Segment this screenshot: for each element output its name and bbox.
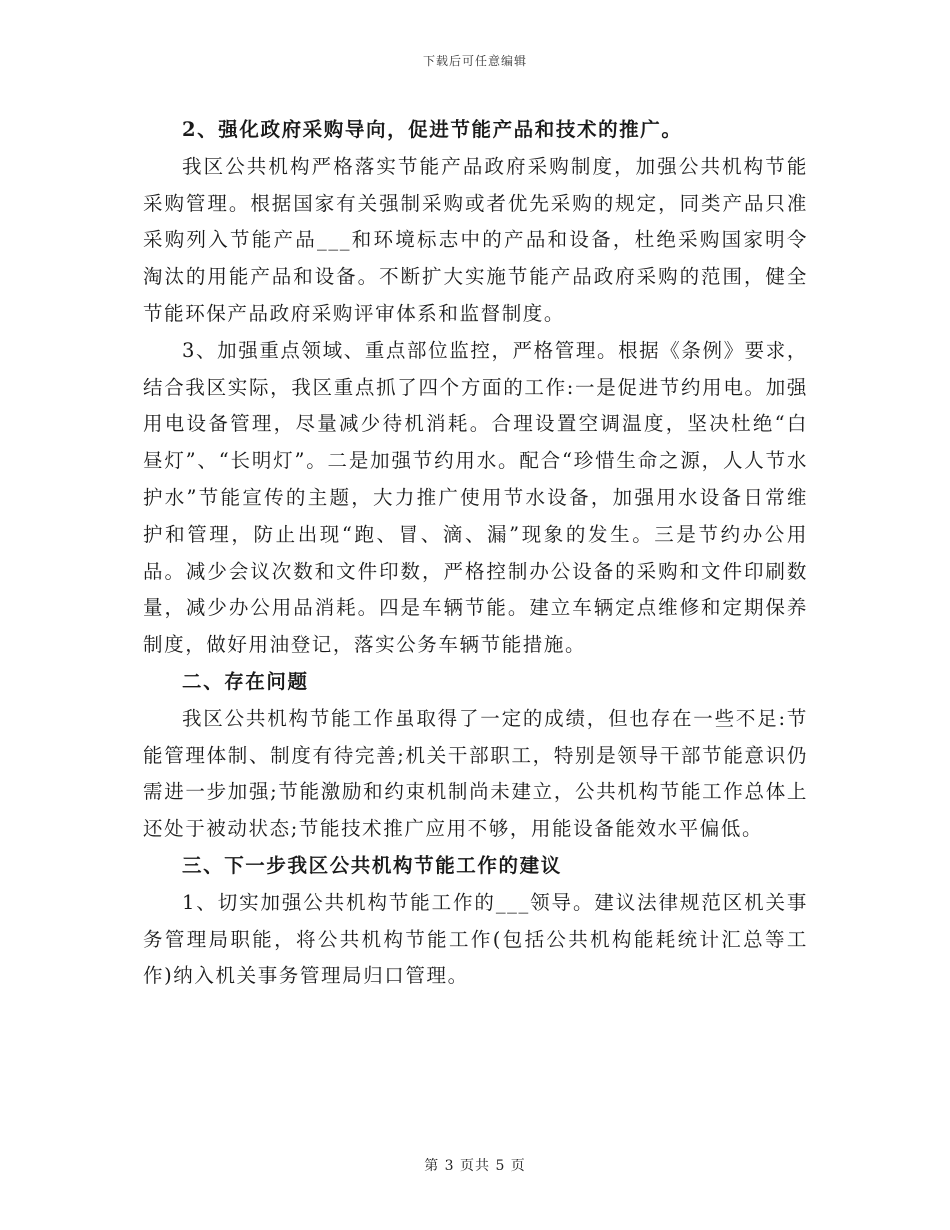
paragraph-suggestion-1: 1、切实加强公共机构节能工作的___领导。建议法律规范区机关事务管理局职能，将公共机构节能工作(包括公共机构能耗统计汇总等工作)纳入机关事务管理局归口管理。: [143, 890, 808, 988]
subsection-heading-2: 2、强化政府采购导向，促进节能产品和技术的推广。: [182, 118, 683, 141]
paragraph-problems: 我区公共机构节能工作虽取得了一定的成绩，但也存在一些不足:节能管理体制、制度有待完善;机关干部职工，特别是领导干部节能意识仍需进一步加强;节能激励和约束机制尚未建立，公共机构节能工作总体上还处于被动状态;节能技术推广应用不够，用能设备能效水平偏低。: [143, 706, 808, 841]
paragraph-procurement: 我区公共机构严格落实节能产品政府采购制度，加强公共机构节能采购管理。根据国家有关强制采购或者优先采购的规定，同类产品只准采购列入节能产品___和环境标志中的产品和设备，杜绝采购国家明令淘汰的用能产品和设备。不断扩大实施节能产品政府采购的范围，健全节能环保产品政府采购评审体系和监督制度。: [143, 154, 808, 325]
document-body: [143, 112, 808, 995]
page-number: 第 3 页共 5 页: [424, 1158, 526, 1174]
paragraph-key-areas: 3、加强重点领域、重点部位监控，严格管理。根据《条例》要求，结合我区实际，我区重点抓了四个方面的工作:一是促进节约用电。加强用电设备管理，尽量减少待机消耗。合理设置空调温度，坚决杜绝“白昼灯”、“长明灯”。二是加强节约用水。配合“珍惜生命之源，人人节水护水”节能宣传的主题，大力推广使用节水设备，加强用水设备日常维护和管理，防止出现“跑、冒、滴、漏”现象的发生。三是节约办公用品。减少会议次数和文件印数，严格控制办公设备的采购和文件印刷数量，减少办公用品消耗。四是车辆节能。建立车辆定点维修和定期保养制度，做好用油登记，落实公务车辆节能措施。: [143, 338, 808, 657]
section-title-problems: 二、存在问题: [182, 669, 309, 693]
section-title-suggestions: 三、下一步我区公共机构节能工作的建议: [182, 853, 562, 877]
header-note: 下载后可任意编辑: [422, 54, 527, 68]
